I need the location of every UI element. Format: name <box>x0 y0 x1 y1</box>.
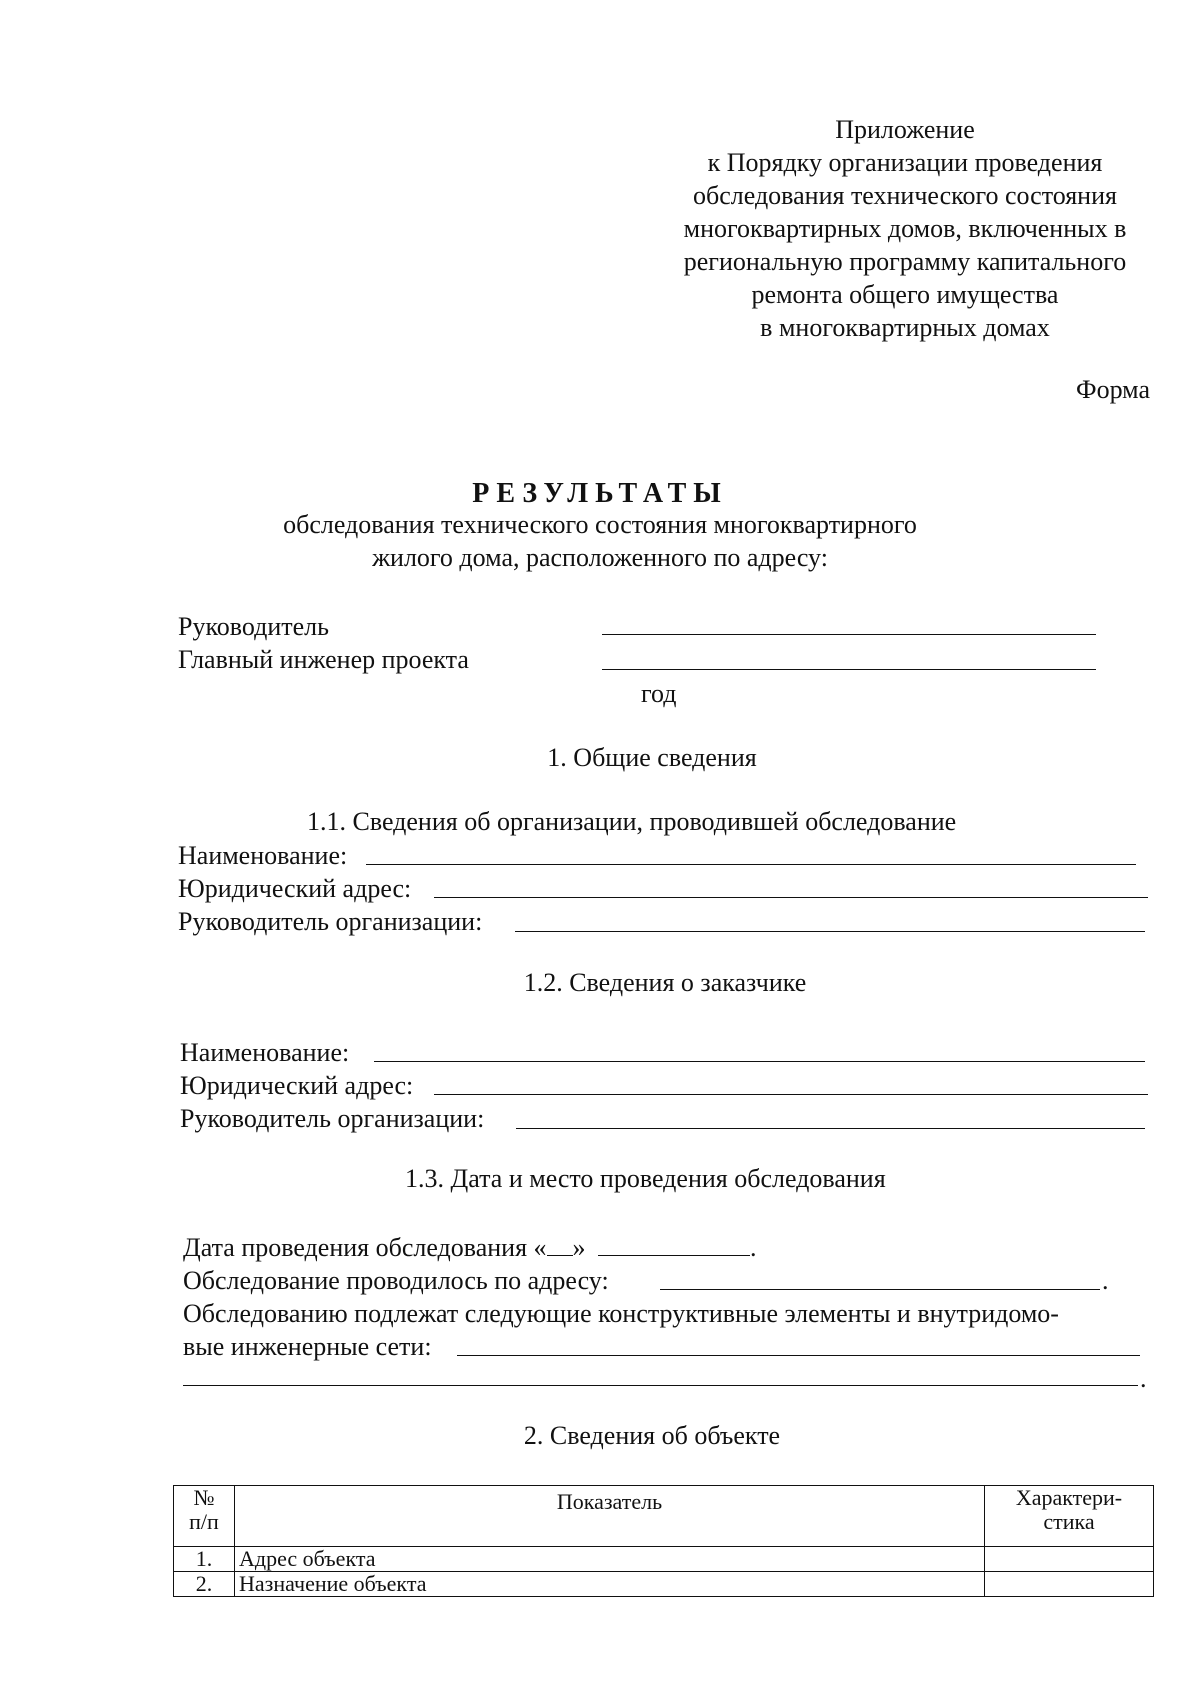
survey-day-blank <box>547 1235 573 1256</box>
row-num: 2. <box>174 1572 235 1597</box>
appendix-line: Приложение <box>835 115 975 144</box>
year-label: год <box>641 679 677 708</box>
survey-date-period: . <box>750 1233 757 1262</box>
survey-elements-line-a <box>457 1355 1140 1356</box>
section1-title: 1. Общие сведения <box>547 743 757 772</box>
header-num-line: п/п <box>189 1509 219 1534</box>
section1-1-title: 1.1. Сведения об организации, проводившей обследование <box>307 807 957 836</box>
appendix-line: ремонта общего имущества <box>751 280 1059 309</box>
header-num-line: № <box>193 1485 215 1510</box>
org-address-line <box>434 897 1148 898</box>
form-label: Форма <box>1076 375 1150 404</box>
survey-elements-period: . <box>1140 1364 1147 1393</box>
org-name-line <box>366 864 1136 865</box>
head-signature-line <box>602 634 1096 635</box>
document-title: РЕЗУЛЬТАТЫ <box>472 478 728 509</box>
subtitle-line: обследования технического состояния многоквартирного <box>283 510 917 539</box>
row-num: 1. <box>174 1547 235 1572</box>
org-head-line <box>515 931 1145 932</box>
survey-address-line <box>660 1289 1100 1290</box>
org-address-label: Юридический адрес: <box>178 874 412 903</box>
table-header-row <box>174 1486 1154 1547</box>
row-indicator: Назначение объекта <box>235 1572 985 1597</box>
customer-name-label: Наименование: <box>180 1038 350 1067</box>
appendix-line: к Порядку организации проведения <box>707 148 1103 177</box>
subtitle-line: жилого дома, расположенного по адресу: <box>372 543 828 572</box>
survey-address-label: Обследование проводилось по адресу: <box>183 1266 609 1295</box>
customer-address-line <box>434 1094 1148 1095</box>
survey-date-prefix: Дата проведения обследования « <box>183 1233 547 1262</box>
survey-date-mid: » <box>572 1233 586 1262</box>
survey-elements-line1: Обследованию подлежат следующие конструктивные элементы и внутридомо- <box>183 1299 1059 1328</box>
appendix-header <box>650 113 1160 344</box>
survey-month-blank <box>598 1235 750 1256</box>
row-value <box>985 1547 1154 1572</box>
document-subtitle <box>0 508 1200 574</box>
survey-elements-line2: вые инженерные сети: <box>183 1332 432 1361</box>
header-char-line: стика <box>1043 1509 1095 1534</box>
object-table <box>173 1485 1154 1597</box>
row-value <box>985 1572 1154 1597</box>
header-num <box>174 1486 235 1547</box>
chief-engineer-label: Главный инженер проекта <box>178 645 469 674</box>
table-row <box>174 1572 1154 1597</box>
appendix-line: обследования технического состояния <box>693 181 1117 210</box>
table-row <box>174 1547 1154 1572</box>
survey-date-line <box>183 1233 757 1263</box>
customer-head-label: Руководитель организации: <box>180 1104 485 1133</box>
appendix-line: в многоквартирных домах <box>760 313 1050 342</box>
customer-address-label: Юридический адрес: <box>180 1071 414 1100</box>
section1-3-title: 1.3. Дата и место проведения обследования <box>405 1164 886 1193</box>
customer-name-line <box>374 1061 1145 1062</box>
chief-engineer-signature-line <box>602 669 1096 670</box>
head-label: Руководитель <box>178 612 329 641</box>
row-indicator: Адрес объекта <box>235 1547 985 1572</box>
section2-title: 2. Сведения об объекте <box>523 1421 781 1450</box>
appendix-line: многоквартирных домов, включенных в <box>683 214 1127 243</box>
customer-head-line <box>516 1128 1145 1129</box>
section1-2-title: 1.2. Сведения о заказчике <box>523 968 807 997</box>
header-indicator: Показатель <box>235 1486 985 1547</box>
org-head-label: Руководитель организации: <box>178 907 483 936</box>
header-char-line: Характери- <box>1015 1485 1123 1510</box>
header-characteristic <box>985 1486 1154 1547</box>
appendix-line: региональную программу капитального <box>683 247 1127 276</box>
survey-address-period: . <box>1102 1266 1109 1295</box>
survey-elements-line-b <box>183 1385 1138 1386</box>
org-name-label: Наименование: <box>178 841 348 870</box>
